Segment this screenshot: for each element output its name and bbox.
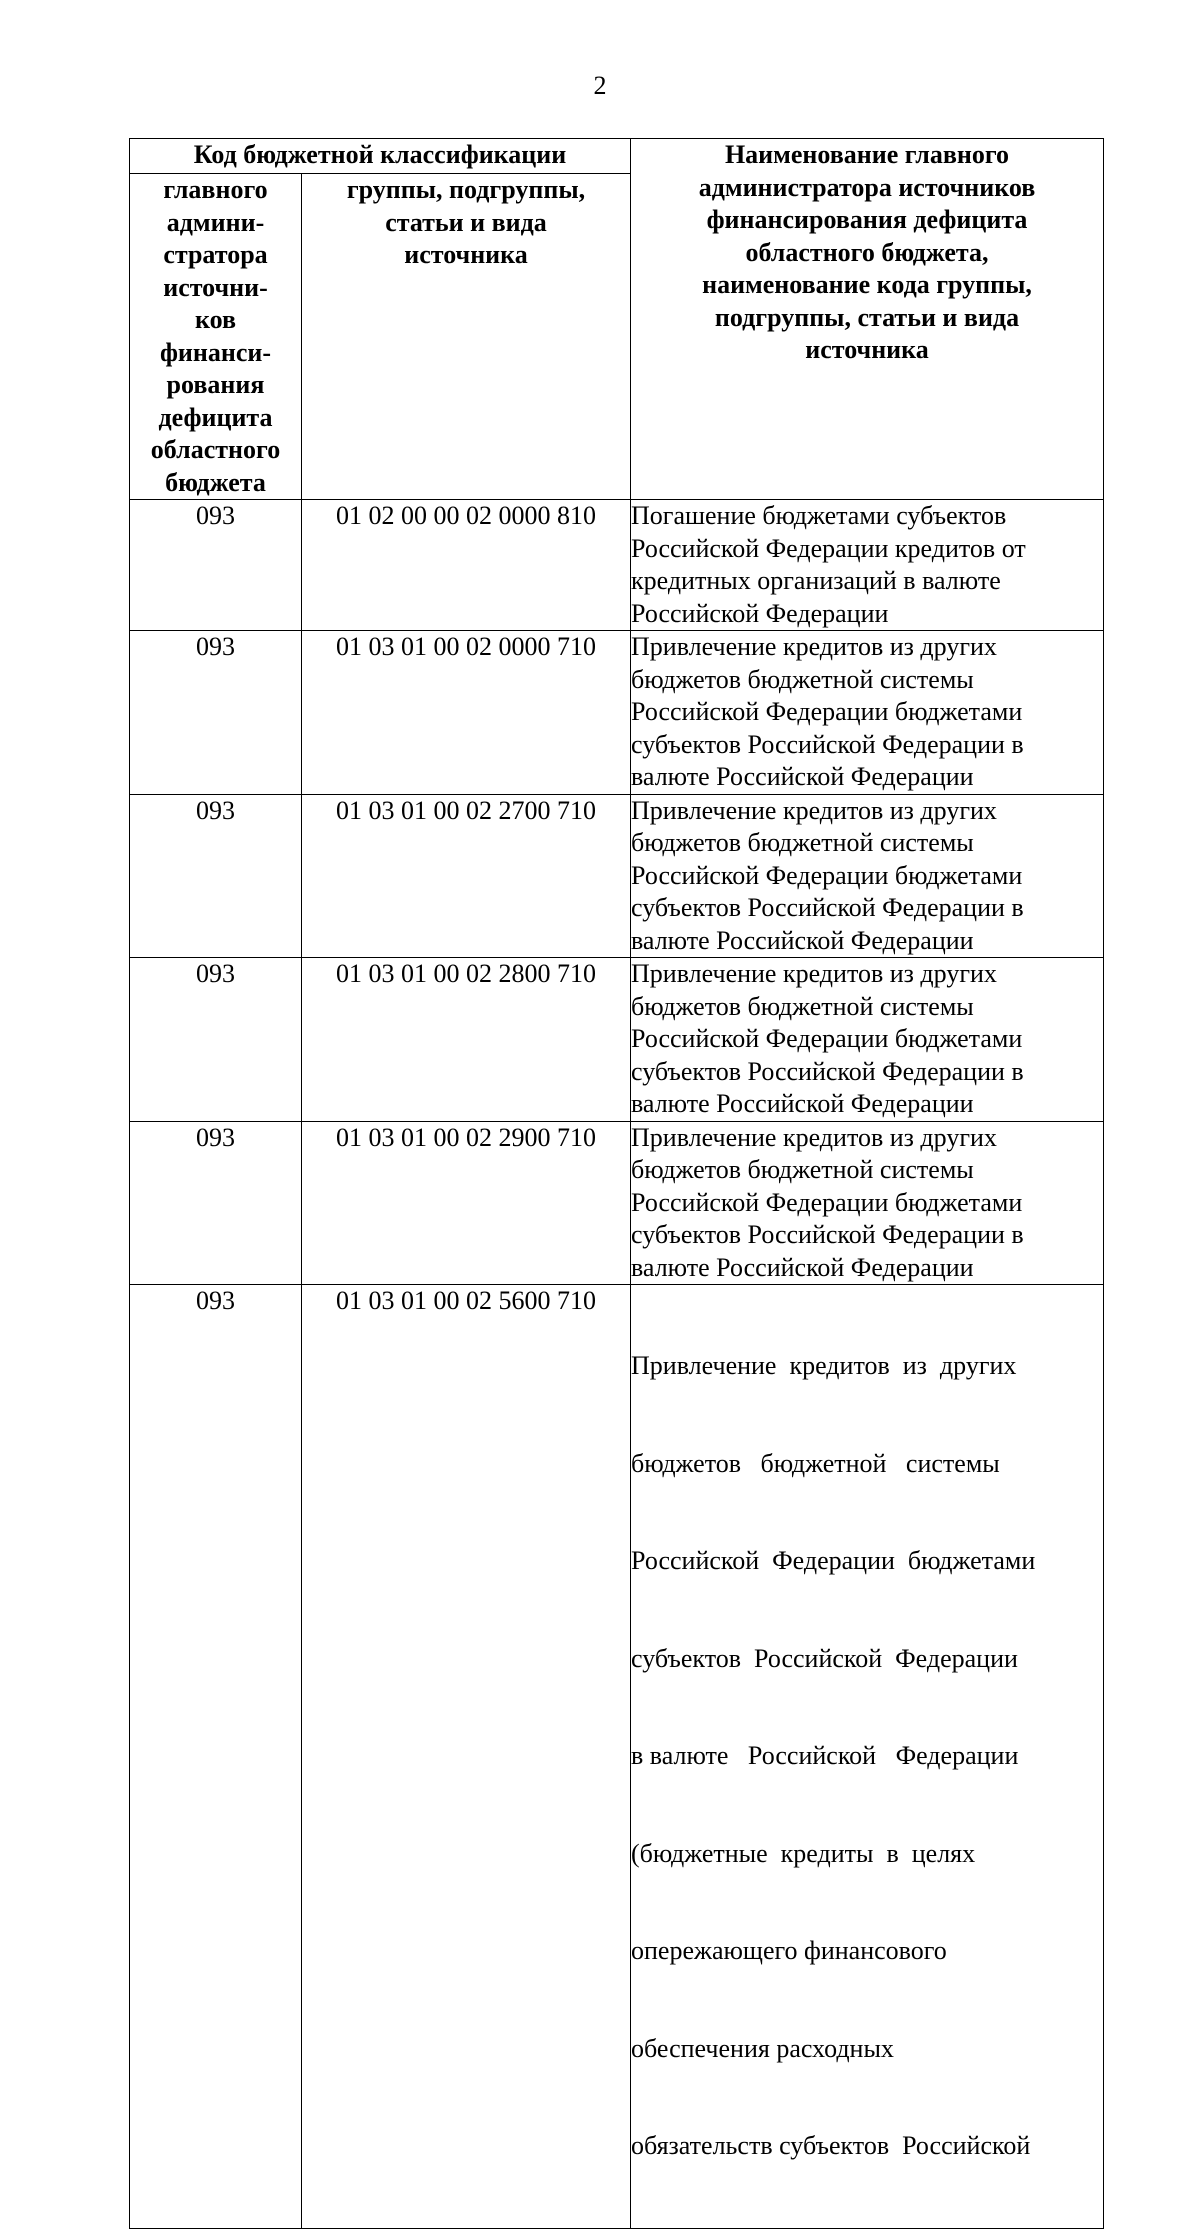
table-row <box>130 794 1104 958</box>
name-line: Привлечение кредитов из других <box>631 1351 1017 1380</box>
header-admin-line: админи- <box>166 207 265 237</box>
classification-code-cell: 01 02 00 00 02 0000 810 <box>302 500 631 631</box>
name-line: (бюджетные кредиты в целях <box>631 1838 976 1868</box>
header-admin-line: главного <box>163 175 268 204</box>
header-admin-line: стратора <box>163 240 268 269</box>
name-line: валюте Российской Федерации <box>631 762 974 791</box>
source-name-cell <box>631 1121 1104 1285</box>
classification-code-cell: 01 03 01 00 02 2900 710 <box>302 1121 631 1285</box>
name-line: Российской Федерации бюджетами <box>631 860 1023 890</box>
table-row <box>130 500 1104 631</box>
name-line: Привлечение кредитов из других <box>631 959 997 988</box>
header-admin-line: дефицита <box>158 402 273 432</box>
name-line: субъектов Российской Федерации в <box>631 893 1024 922</box>
name-line: бюджетов бюджетной системы <box>631 1448 1000 1478</box>
name-line: Привлечение кредитов из других <box>631 1122 997 1152</box>
admin-code-cell: 093 <box>130 958 302 1122</box>
name-line: бюджетов бюджетной системы <box>631 828 974 857</box>
table-row <box>130 1285 1104 2229</box>
classification-code-cell: 01 03 01 00 02 0000 710 <box>302 631 631 795</box>
source-name-cell <box>631 631 1104 795</box>
name-line: валюте Российской Федерации <box>631 1252 974 1282</box>
budget-classification-table <box>129 138 1104 2229</box>
table-row <box>130 1121 1104 1285</box>
admin-code-cell: 093 <box>130 794 302 958</box>
classification-code-cell: 01 03 01 00 02 2700 710 <box>302 794 631 958</box>
header-code-line: группы, подгруппы, <box>346 175 586 204</box>
header-admin-line: рования <box>166 370 265 399</box>
admin-code-cell: 093 <box>130 500 302 631</box>
source-name-cell <box>631 958 1104 1122</box>
name-line: обеспечения расходных <box>631 2033 894 2063</box>
name-line: валюте Российской Федерации <box>631 925 974 955</box>
header-code-line: источника <box>404 240 528 269</box>
source-name-cell <box>631 500 1104 631</box>
name-line: Российской Федерации бюджетами <box>631 1187 1023 1217</box>
name-line: Российской Федерации бюджетами <box>631 1024 1023 1053</box>
table-row <box>130 631 1104 795</box>
admin-code-cell: 093 <box>130 631 302 795</box>
name-line: Российской Федерации кредитов от <box>631 533 1026 563</box>
header-budget-classification-code: Код бюджетной классификации <box>130 139 631 174</box>
name-line: Погашение бюджетами субъектов <box>631 501 1007 530</box>
source-name-cell <box>631 794 1104 958</box>
name-line: Привлечение кредитов из других <box>631 795 997 825</box>
header-name-line: финансирования дефицита <box>706 205 1028 234</box>
name-line: валюте Российской Федерации <box>631 1089 974 1118</box>
name-line: кредитных организаций в валюте <box>631 566 1001 595</box>
header-admin-line: областного <box>150 435 281 464</box>
header-code-line: статьи и вида <box>385 207 547 237</box>
header-name-line: областного бюджета, <box>745 237 989 267</box>
header-name-line: источника <box>805 335 929 364</box>
header-admin-line: ков <box>194 305 237 334</box>
header-name-line: администратора источников <box>698 172 1036 202</box>
header-admin-line: финанси- <box>159 337 272 367</box>
name-line: бюджетов бюджетной системы <box>631 664 974 694</box>
admin-code-cell: 093 <box>130 1285 302 2229</box>
name-line: субъектов Российской Федерации в <box>631 1056 1024 1086</box>
page-number: 2 <box>593 71 607 100</box>
header-name-column <box>631 139 1104 500</box>
header-row-group <box>130 139 1104 174</box>
name-line: в валюте Российской Федерации <box>631 1741 1019 1770</box>
header-name-line: подгруппы, статьи и вида <box>714 302 1020 332</box>
name-line: Российской Федерации бюджетами <box>631 697 1023 726</box>
classification-code-cell: 01 03 01 00 02 5600 710 <box>302 1285 631 2229</box>
header-name-line: наименование кода группы, <box>702 270 1032 299</box>
table-row <box>130 958 1104 1122</box>
name-line: Привлечение кредитов из других <box>631 632 997 661</box>
name-line: бюджетов бюджетной системы <box>631 991 974 1021</box>
admin-code-cell: 093 <box>130 1121 302 1285</box>
header-admin-line: бюджета <box>165 467 266 497</box>
name-line: опережающего финансового <box>631 1936 947 1965</box>
name-line: обязательств субъектов Российской <box>631 2131 1031 2160</box>
header-admin-column <box>130 174 302 500</box>
name-line: субъектов Российской Федерации в <box>631 1220 1024 1249</box>
source-name-cell <box>631 1285 1104 2229</box>
name-line: Российской Федерации бюджетами <box>631 1546 1036 1575</box>
classification-code-cell: 01 03 01 00 02 2800 710 <box>302 958 631 1122</box>
header-admin-line: источни- <box>163 272 268 302</box>
name-line: Российской Федерации <box>631 598 889 628</box>
name-line: субъектов Российской Федерации в <box>631 729 1024 759</box>
header-code-column <box>302 174 631 500</box>
header-name-line: Наименование главного <box>724 140 1010 169</box>
name-line: бюджетов бюджетной системы <box>631 1155 974 1184</box>
name-line: субъектов Российской Федерации <box>631 1643 1018 1673</box>
